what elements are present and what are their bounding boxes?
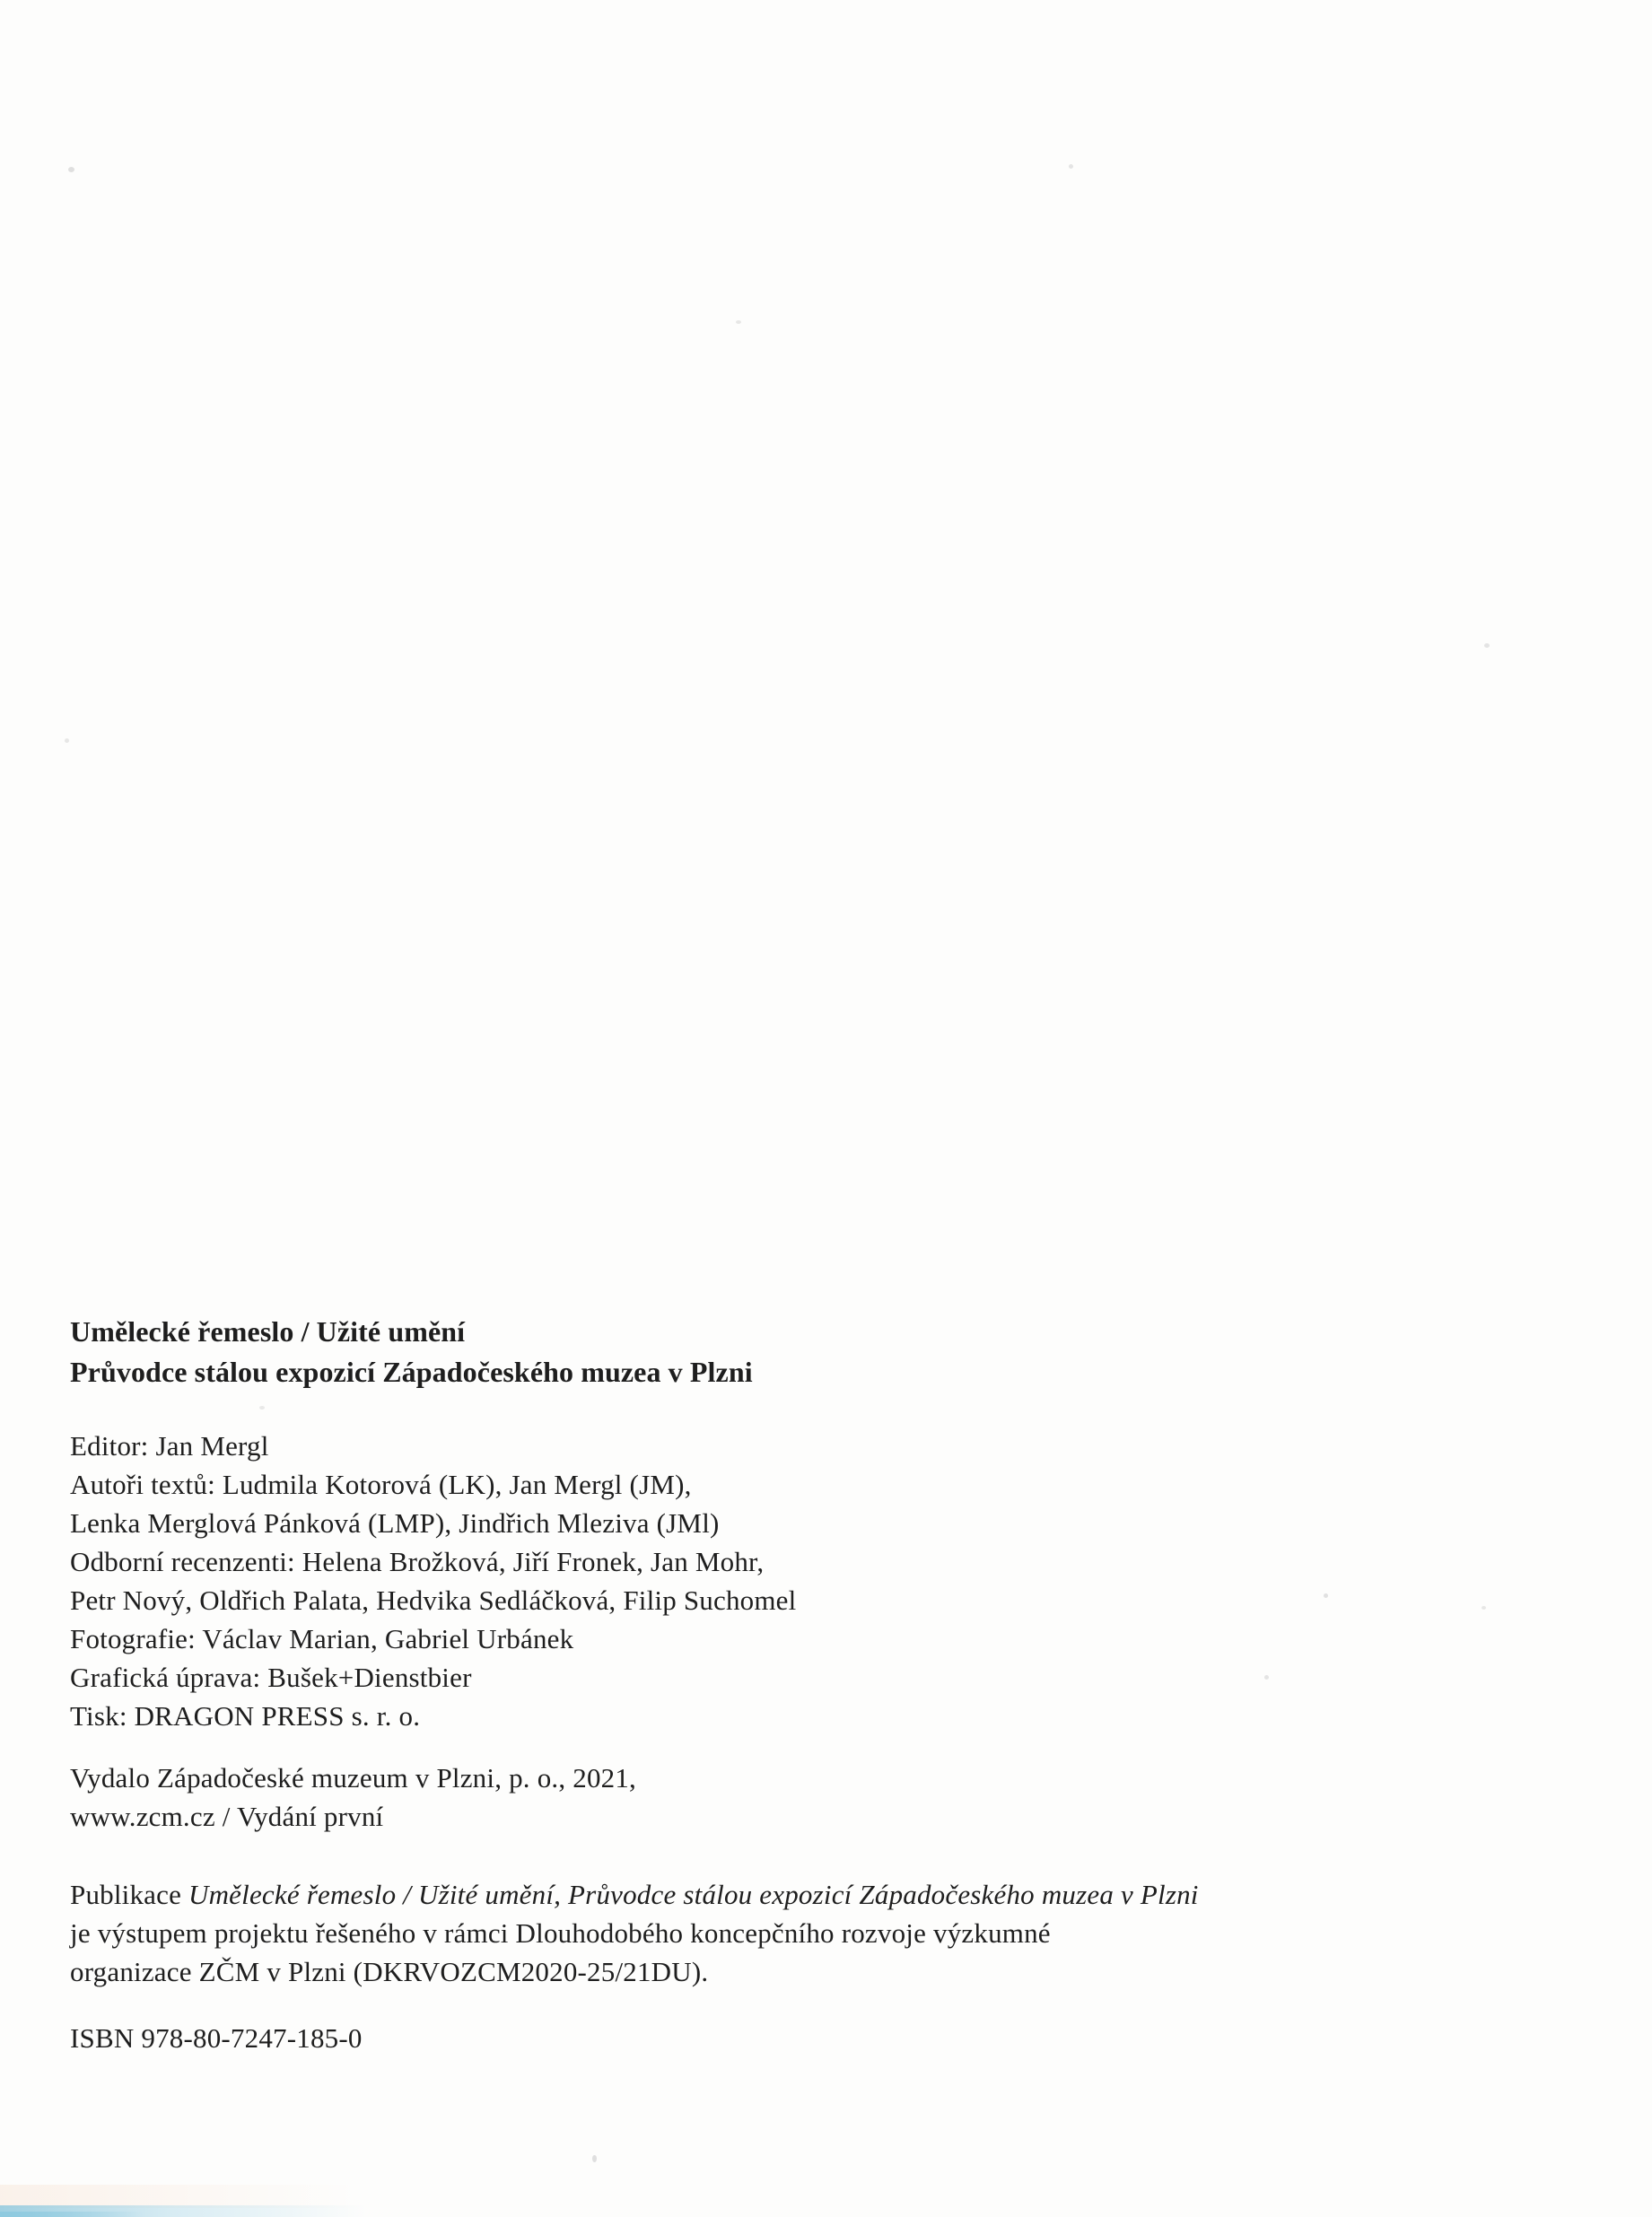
credits-line-print: Tisk: DRAGON PRESS s. r. o. [70,1700,421,1732]
book-title-line-1: Umělecké řemeslo / Užité umění [70,1315,466,1348]
credits-line-reviewers-2: Petr Nový, Oldřich Palata, Hedvika Sedláčková, Filip Suchomel [70,1584,797,1616]
book-title [70,1312,1254,1392]
scan-speck [1484,643,1490,648]
scan-speck [1482,1606,1486,1610]
project-note-block [70,1875,1254,1991]
publisher-line-2: www.zcm.cz / Vydání první [70,1801,384,1832]
book-title-line-2: Průvodce stálou expozicí Západočeského muzea v Plzni [70,1356,753,1388]
credits-line-photography: Fotografie: Václav Marian, Gabriel Urbánek [70,1623,574,1654]
scan-speck [1069,164,1073,169]
credits-line-editor: Editor: Jan Mergl [70,1430,269,1462]
colophon-text-block [70,1312,1254,2057]
credits-line-authors-2: Lenka Merglová Pánková (LMP), Jindřich Mleziva (JMl) [70,1507,720,1539]
credits-line-authors-1: Autoři textů: Ludmila Kotorová (LK), Jan Mergl (JM), [70,1469,692,1500]
isbn-line: ISBN 978-80-7247-185-0 [70,2022,363,2054]
project-note-line-1 [70,1875,1254,1914]
project-note-line-2: je výstupem projektu řešeného v rámci Dlouhodobého koncepčního rozvoje výzkumné [70,1917,1051,1949]
publisher-block [70,1759,1254,1836]
isbn-block [70,2019,1254,2057]
publisher-line-1: Vydalo Západočeské muzeum v Plzni, p. o., 2021, [70,1762,636,1794]
project-note-line-3: organizace ZČM v Plzni (DKRVOZCM2020-25/21DU). [70,1956,709,1987]
credits-line-reviewers-1: Odborní recenzenti: Helena Brožková, Jiří Fronek, Jan Mohr, [70,1546,765,1577]
scan-speck [65,738,69,743]
scan-speck [736,320,741,324]
page-edge-teal-deep [0,2212,144,2217]
project-note-prefix: Publikace [70,1879,188,1910]
credits-line-design: Grafická úprava: Bušek+Dienstbier [70,1662,472,1693]
credits-block [70,1427,1254,1735]
scan-speck [592,2155,597,2162]
scan-speck [1264,1675,1269,1680]
scan-speck [68,167,74,172]
scan-speck [1324,1593,1328,1598]
project-note-book-title-italic: Umělecké řemeslo / Užité umění, Průvodce stálou expozicí Západočeského muzea v Plzni [188,1879,1199,1910]
